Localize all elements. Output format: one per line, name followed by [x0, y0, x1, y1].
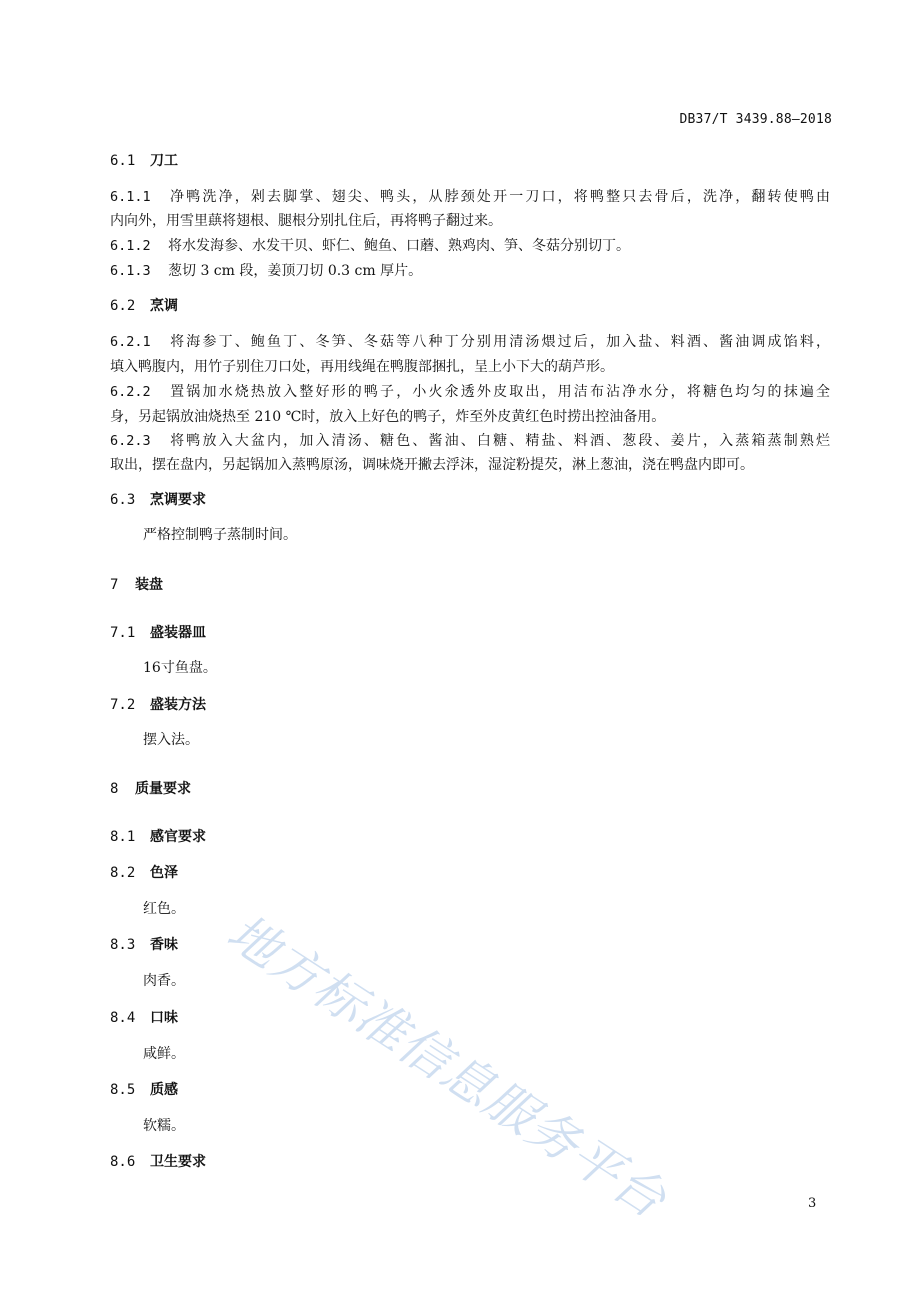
clause-6-2-1-cont: 填入鸭腹内，用竹子别住刀口处，再用线绳在鸭腹部捆扎，呈上小下大的葫芦形。: [110, 359, 614, 375]
section-7-1-heading: [110, 622, 206, 642]
section-8-5-heading: [110, 1079, 178, 1099]
clause-line-1: 将鸭放入大盆内，加入清汤、糖色、酱油、白糖、精盐、料酒、葱段、姜片，入蒸箱蒸制熟烂: [168, 433, 830, 449]
clause-number: 6.1.3: [110, 263, 151, 279]
section-6-2-heading: [110, 295, 178, 315]
clause-6-2-3-cont: 取出，摆在盘内，另起锅加入蒸鸭原汤，调味烧开撇去浮沫，湿淀粉提芡，淋上葱油，浇在鸭盘内即可。: [110, 457, 754, 473]
clause-6-2-2-cont: 身，另起锅放油烧热至 210 ℃时，放入上好色的鸭子，炸至外皮黄红色时捞出控油备用。: [110, 409, 666, 425]
section-6-3-text: 严格控制鸭子蒸制时间。: [143, 527, 297, 543]
clause-text: 将水发海参、水发干贝、虾仁、鲍鱼、口蘑、熟鸡肉、笋、冬菇分别切丁。: [168, 238, 630, 254]
section-number: 7.1: [110, 625, 136, 641]
section-8-2-heading: [110, 862, 178, 882]
section-title: 烹调: [150, 298, 178, 314]
section-number: 8: [110, 781, 119, 797]
section-title: 口味: [150, 1010, 178, 1026]
section-title: 刀工: [150, 153, 178, 169]
clause-line-1: 净鸭洗净，剁去脚掌、翅尖、鸭头，从脖颈处开一刀口，将鸭整只去骨后，洗净，翻转使鸭由: [168, 189, 830, 205]
clause-number: 6.1.2: [110, 238, 151, 254]
clause-6-1-1-cont: 内向外，用雪里蕻将翅根、腿根分别扎住后，再将鸭子翻过来。: [110, 213, 502, 229]
section-8-heading: [110, 778, 191, 798]
section-number: 6.3: [110, 492, 136, 508]
section-number: 8.1: [110, 829, 136, 845]
section-title: 香味: [150, 937, 178, 953]
section-title: 盛装器皿: [150, 625, 206, 641]
section-8-1-heading: [110, 826, 206, 846]
section-6-3-heading: [110, 489, 206, 509]
section-8-5-text: 软糯。: [143, 1118, 185, 1134]
section-number: 8.3: [110, 937, 136, 953]
section-number: 8.2: [110, 865, 136, 881]
clause-line-1: 将海参丁、鲍鱼丁、冬笋、冬菇等八种丁分别用清汤煨过后，加入盐、料酒、酱油调成馅料，: [168, 334, 830, 350]
section-8-3-heading: [110, 934, 178, 954]
clause-line-1: 置锅加水烧热放入整好形的鸭子，小火氽透外皮取出，用洁布沾净水分，将糖色均匀的抹遍全: [168, 384, 830, 400]
section-title: 感官要求: [150, 829, 206, 845]
section-number: 7.2: [110, 697, 136, 713]
clause-number: 6.2.2: [110, 384, 151, 400]
section-7-1-text: 16寸鱼盘。: [143, 660, 217, 676]
section-title: 色泽: [150, 865, 178, 881]
section-title: 装盘: [135, 577, 163, 593]
section-number: 6.2: [110, 298, 136, 314]
section-8-2-text: 红色。: [143, 901, 185, 917]
clause-6-2-1: [110, 331, 830, 351]
section-7-heading: [110, 574, 163, 594]
section-number: 6.1: [110, 153, 136, 169]
section-7-2-heading: [110, 694, 206, 714]
clause-6-1-1: [110, 186, 830, 206]
section-number: 8.6: [110, 1154, 136, 1170]
section-title: 质量要求: [135, 781, 191, 797]
section-title: 质感: [150, 1082, 178, 1098]
clause-number: 6.2.3: [110, 433, 151, 449]
clause-number: 6.2.1: [110, 334, 151, 350]
section-title: 盛装方法: [150, 697, 206, 713]
page-number: 3: [808, 1196, 817, 1211]
watermark: 地方标准信息服务平台: [217, 903, 677, 1230]
section-number: 7: [110, 577, 119, 593]
section-6-1-heading: [110, 150, 178, 170]
section-number: 8.5: [110, 1082, 136, 1098]
standard-code: DB37/T 3439.88—2018: [679, 112, 832, 127]
clause-6-1-2: [110, 235, 630, 255]
section-7-2-text: 摆入法。: [143, 732, 199, 748]
clause-number: 6.1.1: [110, 189, 151, 205]
clause-6-2-2: [110, 381, 830, 401]
section-title: 烹调要求: [150, 492, 206, 508]
section-title: 卫生要求: [150, 1154, 206, 1170]
section-8-6-heading: [110, 1151, 206, 1171]
section-8-3-text: 肉香。: [143, 973, 185, 989]
clause-text: 葱切 3 cm 段，姜顶刀切 0.3 cm 厚片。: [168, 263, 423, 279]
clause-6-1-3: [110, 260, 422, 280]
clause-6-2-3: [110, 430, 830, 450]
section-number: 8.4: [110, 1010, 136, 1026]
section-8-4-text: 咸鲜。: [143, 1046, 185, 1062]
section-8-4-heading: [110, 1007, 178, 1027]
